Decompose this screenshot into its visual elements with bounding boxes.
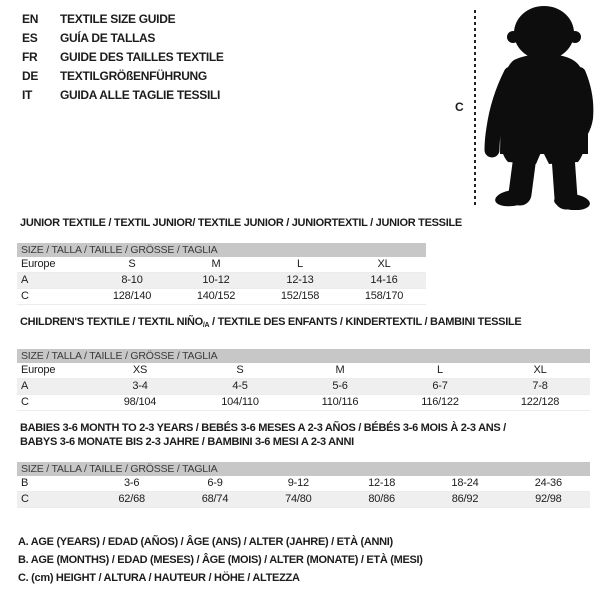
cell: 152/158 — [280, 290, 320, 302]
children-textile-section — [17, 315, 590, 411]
baby-silhouette-icon — [480, 4, 600, 210]
cell: 6-9 — [207, 477, 223, 489]
cell: M — [335, 364, 345, 376]
row-label: Europe — [21, 258, 56, 270]
language-code: FR — [22, 50, 38, 64]
cell: M — [211, 258, 221, 270]
language-row-es — [22, 29, 224, 48]
cell: 116/122 — [421, 396, 459, 408]
cell: 14-16 — [370, 274, 398, 286]
size-header-bar: SIZE / TALLA / TAILLE / GRÖSSE / TAGLIA — [17, 462, 590, 476]
cell: 92/98 — [535, 493, 562, 505]
height-measure-line — [474, 10, 476, 207]
cell: 62/68 — [118, 493, 145, 505]
cell: 3-6 — [124, 477, 140, 489]
table-row-height — [17, 289, 426, 305]
table-row-age — [17, 379, 590, 395]
cell: 5-6 — [332, 380, 348, 392]
cell: L — [297, 258, 303, 270]
cell: 110/116 — [321, 396, 359, 408]
cell: 4-5 — [232, 380, 248, 392]
language-row-it — [22, 86, 224, 105]
children-table-title — [17, 315, 590, 333]
cell: 9-12 — [287, 477, 309, 489]
junior-table-title: JUNIOR TEXTILE / TEXTIL JUNIOR/ TEXTILE JUNIOR / JUNIORTEXTIL / JUNIOR TESSILE — [20, 217, 462, 229]
cell: 10-12 — [202, 274, 230, 286]
title-post: / TEXTILE DES ENFANTS / KINDERTEXTIL / BAMBINI TESSILE — [209, 316, 522, 328]
cell: 18-24 — [451, 477, 479, 489]
size-header-bar: SIZE / TALLA / TAILLE / GRÖSSE / TAGLIA — [17, 349, 590, 363]
language-code: ES — [22, 31, 38, 45]
note-age-months: B. AGE (MONTHS) / EDAD (MESES) / ÂGE (MOIS) / ALTER (MONATE) / ETÀ (MESI) — [18, 554, 423, 566]
cell: XS — [132, 364, 148, 376]
cell: 122/128 — [520, 396, 560, 408]
table-row-months — [17, 476, 590, 492]
cell: 6-7 — [432, 380, 448, 392]
note-height-cm: C. (cm) HEIGHT / ALTURA / HAUTEUR / HÖHE / ALTEZZA — [18, 572, 300, 584]
babies-table-title — [17, 421, 590, 449]
language-row-de — [22, 67, 224, 86]
table-row-height — [17, 492, 590, 508]
size-header-bar: SIZE / TALLA / TAILLE / GRÖSSE / TAGLIA — [17, 243, 426, 257]
language-row-fr — [22, 48, 224, 67]
language-code: EN — [22, 12, 39, 26]
language-code: DE — [22, 69, 39, 83]
cell: 86/92 — [451, 493, 479, 505]
row-label: C — [21, 493, 29, 505]
junior-size-table — [17, 243, 426, 305]
language-label: GUÍA DE TALLAS — [60, 31, 156, 45]
cell: S — [236, 364, 244, 376]
cell: 80/86 — [368, 493, 395, 505]
babies-textile-section — [17, 421, 590, 508]
language-list — [22, 10, 224, 105]
cell: XL — [377, 258, 391, 270]
table-row-europe — [17, 257, 426, 273]
junior-textile-section — [17, 216, 462, 305]
cell: 12-18 — [368, 477, 396, 489]
cell: 98/104 — [123, 396, 157, 408]
table-row-age — [17, 273, 426, 289]
row-label: A — [21, 274, 29, 286]
table-row-height — [17, 395, 590, 411]
cell: 8-10 — [121, 274, 143, 286]
cell: 3-4 — [132, 380, 148, 392]
language-label: TEXTILGRÖßENFÜHRUNG — [60, 69, 207, 83]
note-age-years: A. AGE (YEARS) / EDAD (AÑOS) / ÂGE (ANS) / ALTER (JAHRE) / ETÀ (ANNI) — [18, 536, 393, 548]
language-label: TEXTILE SIZE GUIDE — [60, 12, 176, 26]
cell: L — [437, 364, 443, 376]
cell: 68/74 — [201, 493, 229, 505]
cell: 128/140 — [112, 290, 152, 302]
row-label: C — [21, 290, 29, 302]
row-label: A — [21, 380, 29, 392]
language-label: GUIDE DES TAILLES TEXTILE — [60, 50, 224, 64]
cell: 158/170 — [364, 290, 404, 302]
title-pre: CHILDREN'S TEXTILE / TEXTIL NIÑO — [20, 316, 203, 328]
babies-title-line2: BABYS 3-6 MONATE BIS 2-3 JAHRE / BAMBINI 3-6 MESI A 2-3 ANNI — [20, 436, 354, 448]
title-subscript: /A — [202, 322, 210, 329]
cell: XL — [533, 364, 547, 376]
baby-height-figure — [440, 0, 600, 215]
legend-notes — [18, 533, 423, 587]
cell: 140/152 — [196, 290, 236, 302]
babies-size-table — [17, 462, 590, 508]
row-label: B — [21, 477, 29, 489]
babies-title-line1: BABIES 3-6 MONTH TO 2-3 YEARS / BEBÉS 3-6 MESES A 2-3 AÑOS / BÉBÉS 3-6 MOIS À 2-3 ANS / — [20, 422, 506, 434]
height-label-c: C — [455, 100, 464, 114]
cell: 24-36 — [534, 477, 562, 489]
row-label: Europe — [21, 364, 56, 376]
language-label: GUIDA ALLE TAGLIE TESSILI — [60, 88, 221, 102]
cell: 7-8 — [532, 380, 548, 392]
language-row-en — [22, 10, 224, 29]
cell: 12-13 — [286, 274, 314, 286]
cell: 104/110 — [221, 396, 259, 408]
cell: S — [128, 258, 136, 270]
row-label: C — [21, 396, 29, 408]
children-size-table — [17, 349, 590, 411]
language-code: IT — [22, 88, 33, 102]
table-row-europe — [17, 363, 590, 379]
cell: 74/80 — [285, 493, 312, 505]
